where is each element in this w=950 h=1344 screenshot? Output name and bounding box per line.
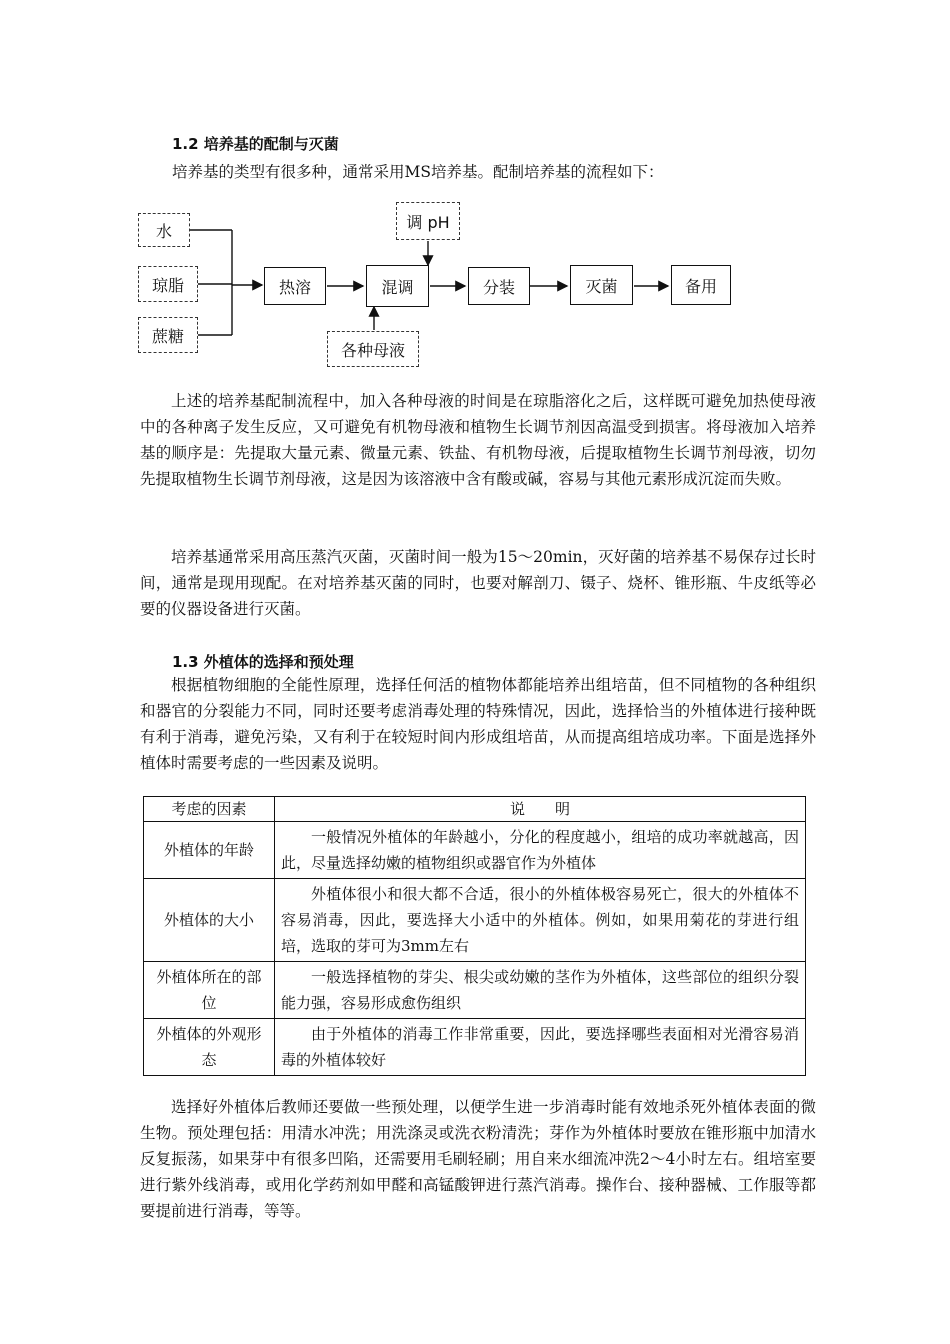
table-header-row xyxy=(144,797,806,822)
section-heading: 1.3 外植体的选择和预处理 xyxy=(172,653,354,671)
table-row xyxy=(144,1019,806,1076)
table-cell-desc: 由于外植体的消毒工作非常重要，因此，要选择哪些表面相对光滑容易消毒的外植体较好 xyxy=(275,1019,806,1076)
flow-input-sucrose: 蔗糖 xyxy=(138,317,198,353)
paragraph: 根据植物细胞的全能性原理，选择任何活的植物体都能培养出组培苗，但不同植物的各种组织和器官的分裂能力不同，同时还要考虑消毒处理的特殊情况，因此，选择恰当的外植体进行接种既有利于消毒，避免污染，又有利于在较短时间内形成组培苗，从而提高组培成功率。下面是选择外植体时需要考虑的一些因素及说明。 xyxy=(140,676,816,772)
section-heading: 1.2 培养基的配制与灭菌 xyxy=(172,135,339,153)
table-cell-desc: 一般选择植物的芽尖、根尖或幼嫩的茎作为外植体，这些部位的组织分裂能力强，容易形成愈伤组织 xyxy=(275,962,806,1019)
table-cell-factor: 外植体的外观形态 xyxy=(144,1019,275,1076)
flow-step-dispense: 分装 xyxy=(468,267,530,305)
table-header-cell: 说 明 xyxy=(275,797,806,822)
paragraph: 上述的培养基配制流程中，加入各种母液的时间是在琼脂溶化之后，这样既可避免加热使母液中的各种离子发生反应，又可避免有机物母液和植物生长调节剂因高温受到损害。将母液加入培养基的顺序是：先提取大量元素、微量元素、铁盐、有机物母液，后提取植物生长调节剂母液，切勿先提取植物生长调节剂母液，这是因为该溶液中含有酸或碱，容易与其他元素形成沉淀而失败。 xyxy=(140,392,816,488)
flow-input-ph: 调 pH xyxy=(396,202,460,240)
flow-step-hot-dissolve: 热溶 xyxy=(264,267,326,305)
flow-input-stock-solutions: 各种母液 xyxy=(327,331,419,367)
table-cell-desc: 外植体很小和很大都不合适，很小的外植体极容易死亡，很大的外植体不容易消毒，因此，要选择大小适中的外植体。例如，如果用菊花的芽进行组培，选取的芽可为3mm左右 xyxy=(275,879,806,962)
intro-text: 培养基的类型有很多种，通常采用MS培养基。配制培养基的流程如下： xyxy=(172,163,664,181)
table-row xyxy=(144,879,806,962)
paragraph: 培养基通常采用高压蒸汽灭菌，灭菌时间一般为15～20min，灭好菌的培养基不易保存过长时间，通常是现用现配。在对培养基灭菌的同时，也要对解剖刀、镊子、烧杯、锥形瓶、牛皮纸等必要的仪器设备进行灭菌。 xyxy=(140,548,816,618)
table-cell-desc: 一般情况外植体的年龄越小，分化的程度越小，组培的成功率就越高，因此，尽量选择幼嫩的植物组织或器官作为外植体 xyxy=(275,822,806,879)
flow-step-sterilize: 灭菌 xyxy=(570,265,633,305)
table-cell-factor: 外植体的年龄 xyxy=(144,822,275,879)
flow-step-standby: 备用 xyxy=(671,265,731,305)
table-row xyxy=(144,962,806,1019)
table-row xyxy=(144,822,806,879)
table-header-cell: 考虑的因素 xyxy=(144,797,275,822)
flow-input-agar: 琼脂 xyxy=(138,266,198,302)
flow-step-mix: 混调 xyxy=(366,265,429,307)
table-cell-factor: 外植体的大小 xyxy=(144,879,275,962)
table-cell-factor: 外植体所在的部位 xyxy=(144,962,275,1019)
flow-input-water: 水 xyxy=(138,213,190,247)
paragraph: 选择好外植体后教师还要做一些预处理，以便学生进一步消毒时能有效地杀死外植体表面的微生物。预处理包括：用清水冲洗；用洗涤灵或洗衣粉清洗；芽作为外植体时要放在锥形瓶中加清水反复振荡，如果芽中有很多凹陷，还需要用毛刷轻刷；用自来水细流冲洗2～4小时左右。组培室要进行紫外线消毒，或用化学药剂如甲醛和高锰酸钾进行蒸汽消毒。操作台、接种器械、工作服等都要提前进行消毒，等等。 xyxy=(140,1098,816,1220)
explant-factors-table xyxy=(143,796,806,1076)
